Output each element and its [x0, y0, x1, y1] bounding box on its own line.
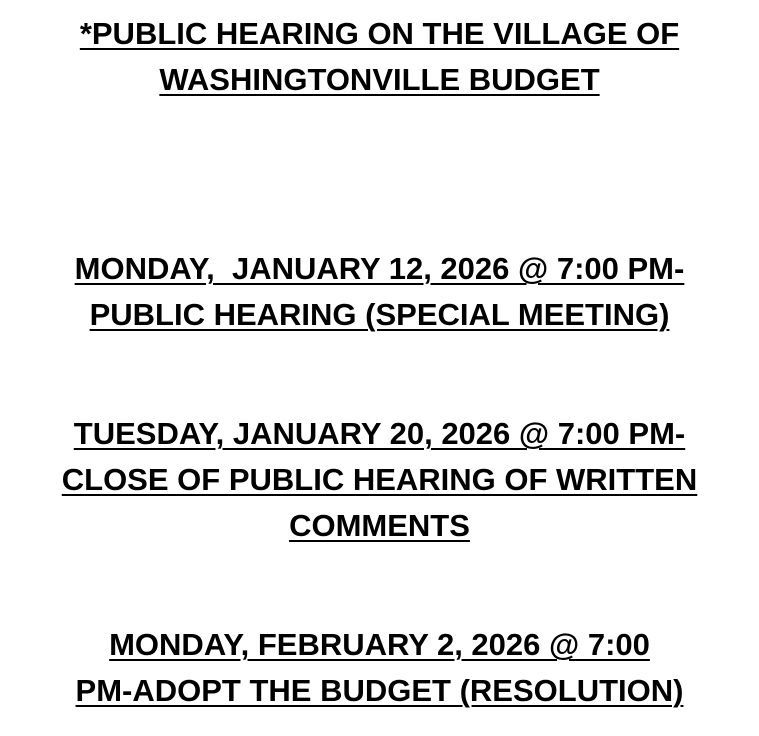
event-line — [0, 668, 759, 714]
event-line — [0, 622, 759, 668]
event-special-meeting — [0, 246, 759, 338]
event-line — [0, 457, 759, 503]
event-line — [0, 503, 759, 549]
title-line — [0, 57, 759, 103]
event-line — [0, 411, 759, 457]
notice-title — [0, 11, 759, 103]
event-line-text: PUBLIC HEARING (SPECIAL MEETING) — [89, 297, 670, 332]
event-line-text: CLOSE OF PUBLIC HEARING OF WRITTEN — [61, 462, 698, 497]
title-line — [0, 11, 759, 57]
event-line-text: MONDAY, FEBRUARY 2, 2026 @ 7:00 — [109, 627, 650, 662]
event-line-text: TUESDAY, JANUARY 20, 2026 @ 7:00 PM- — [73, 416, 686, 451]
event-written-comments-close — [0, 411, 759, 549]
event-line — [0, 246, 759, 292]
title-line-text: WASHINGTONVILLE BUDGET — [159, 62, 600, 97]
event-line-text: MONDAY, JANUARY 12, 2026 @ 7:00 PM- — [74, 251, 685, 286]
event-line-text: COMMENTS — [289, 508, 470, 543]
event-adopt-budget — [0, 622, 759, 714]
event-line — [0, 292, 759, 338]
event-line-text: PM-ADOPT THE BUDGET (RESOLUTION) — [75, 673, 684, 708]
title-line-text: *PUBLIC HEARING ON THE VILLAGE OF — [79, 16, 680, 51]
